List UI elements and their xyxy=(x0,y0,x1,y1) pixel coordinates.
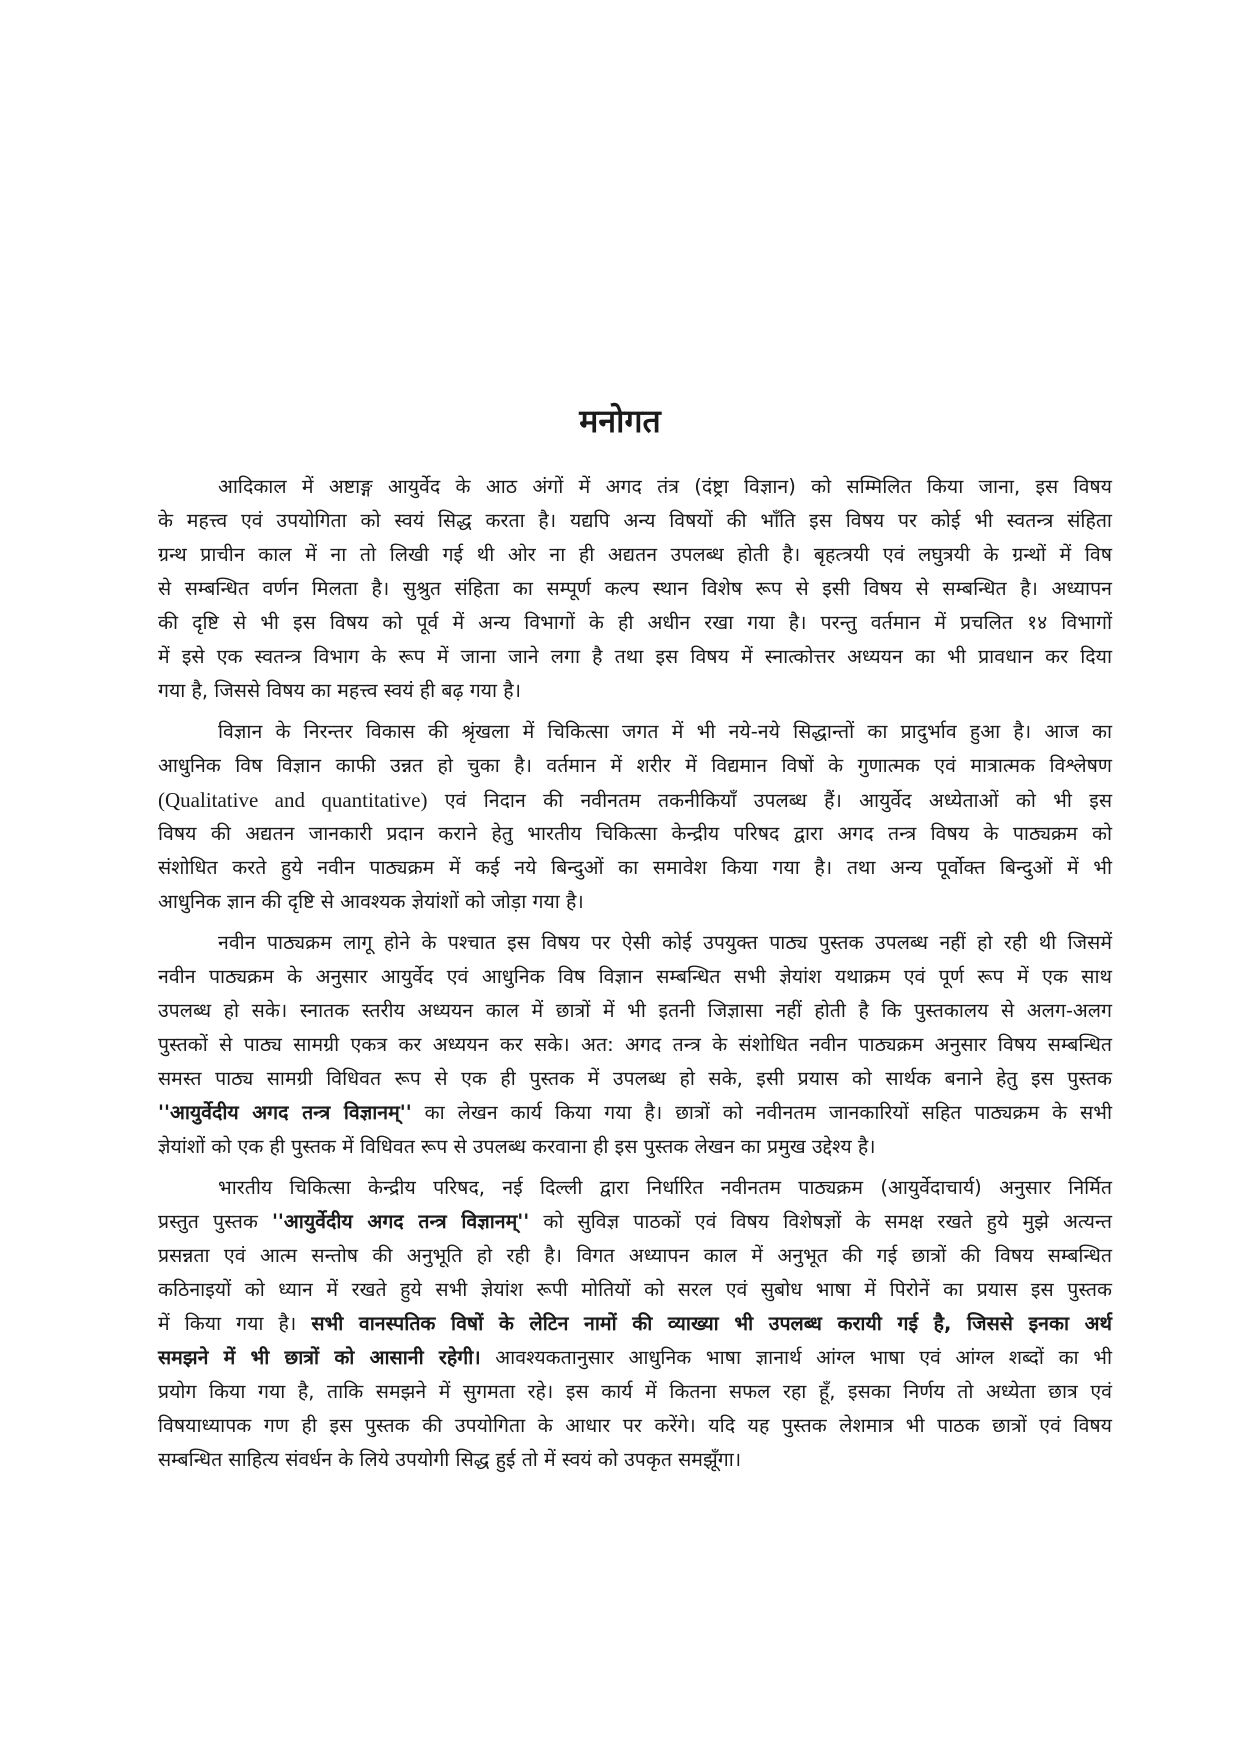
text-segment: विज्ञान के निरन्तर विकास की श्रृंखला में चिकित्सा जगत में भी नये-नये सिद्धान्तों का प्रादुर्भाव हुआ है। आज का xyxy=(218,720,1112,743)
text-segment: एवं निदान की नवीनतम तकनीकियाँ उपलब्ध हैं। आयुर्वेद अध्येताओं को भी इस xyxy=(427,789,1112,812)
text-segment: कठिनाइयों को ध्यान में रखते हुये सभी ज्ञेयांश रूपी मोतियों को सरल एवं सुबोध भाषा में पिरोनें का प्रयास इस पुस्तक xyxy=(158,1278,1112,1301)
text-line xyxy=(158,851,1112,885)
text-segment: से सम्बन्धित वर्णन मिलता है। सुश्रुत संहिता का सम्पूर्ण कल्प स्थान विशेष रूप से इसी विषय से सम्बन्धित है। अध्यापन xyxy=(158,577,1112,600)
text-line xyxy=(158,1239,1112,1273)
text-segment: समस्त पाठ्य सामग्री विधिवत रूप से एक ही पुस्तक में उपलब्ध हो सके, इसी प्रयास को सार्थक बनाने हेतु इस पुस्तक xyxy=(158,1067,1112,1090)
text-segment: विषयाध्यापक गण ही इस पुस्तक की उपयोगिता के आधार पर करेंगे। यदि यह पुस्तक लेशमात्र भी पाठक छात्रों एवं विषय xyxy=(158,1414,1112,1437)
paragraph xyxy=(158,470,1112,708)
text-line xyxy=(158,994,1112,1028)
text-line xyxy=(158,1171,1112,1205)
text-segment: ग्रन्थ प्राचीन काल में ना तो लिखी गई थी ओर ना ही अद्यतन उपलब्ध होती है। बृहत्त्रयी एवं लघुत्रयी के ग्रन्थों में विष xyxy=(158,543,1112,566)
text-segment: में किया गया है। xyxy=(158,1312,312,1335)
text-line xyxy=(158,715,1112,749)
text-line xyxy=(158,674,1112,708)
text-segment: आधुनिक ज्ञान की दृष्टि से आवश्यक ज्ञेयांशों को जोड़ा गया है। xyxy=(158,890,584,913)
text-line xyxy=(158,538,1112,572)
text-segment: आदिकाल में अष्टाङ्ग आयुर्वेद के आठ अंगों में अगद तंत्र (दंष्ट्रा विज्ञान) को सम्मिलित किया जाना, इस विषय xyxy=(218,475,1112,498)
text-segment: की दृष्टि से भी इस विषय को पूर्व में अन्य विभागों के ही अधीन रखा गया है। परन्तु वर्तमान में प्रचलित १४ विभागों xyxy=(158,611,1112,634)
text-segment: नवीन पाठ्यक्रम के अनुसार आयुर्वेद एवं आधुनिक विष विज्ञान सम्बन्धित सभी ज्ञेयांश यथाक्रम एवं पूर्ण रूप में एक साथ xyxy=(158,965,1112,988)
text-line xyxy=(158,1130,1112,1164)
text-line xyxy=(158,606,1112,640)
text-segment: विषय की अद्यतन जानकारी प्रदान कराने हेतु भारतीय चिकित्सा केन्द्रीय परिषद द्वारा अगद तन्त्र विषय के पाठ्यक्रम को xyxy=(158,822,1112,845)
text-segment: का लेखन कार्य किया गया है। छात्रों को नवीनतम जानकारियों सहित पाठ्यक्रम के सभी xyxy=(411,1101,1112,1124)
text-segment: आवश्यकतानुसार आधुनिक भाषा ज्ञानार्थ आंग्ल भाषा एवं आंग्ल शब्दों का भी xyxy=(480,1346,1113,1369)
text-line xyxy=(158,1062,1112,1096)
text-segment: सम्बन्धित साहित्य संवर्धन के लिये उपयोगी सिद्ध हुई तो में स्वयं को उपकृत समझूँगा। xyxy=(158,1448,742,1471)
text-line xyxy=(158,1028,1112,1062)
text-line xyxy=(158,1307,1112,1341)
text-segment: संशोधित करते हुये नवीन पाठ्यक्रम में कई नये बिन्दुओं का समावेश किया गया है। तथा अन्य पूर्वोक्त बिन्दुओं में भी xyxy=(158,856,1112,879)
bold-text: सभी वानस्पतिक विषों के लेटिन नामों की व्याख्या भी उपलब्ध करायी गई है, जिससे इनका अर्थ xyxy=(311,1312,1112,1335)
text-line xyxy=(158,572,1112,606)
text-segment: गया है, जिससे विषय का महत्त्व स्वयं ही बढ़ गया है। xyxy=(158,679,521,702)
text-segment: (Qualitative and quantitative) xyxy=(158,788,428,812)
text-segment: प्रयोग किया गया है, ताकि समझने में सुगमता रहे। इस कार्य में कितना सफल रहा हूँ, इसका निर्णय तो अध्येता छात्र एवं xyxy=(158,1380,1112,1403)
text-line xyxy=(158,817,1112,851)
text-line xyxy=(158,1273,1112,1307)
text-line xyxy=(158,1096,1112,1130)
text-segment: भारतीय चिकित्सा केन्द्रीय परिषद, नई दिल्ली द्वारा निर्धारित नवीनतम पाठ्यक्रम (आयुर्वेदाचार्य) अनुसार निर्मित xyxy=(218,1176,1112,1199)
text-line xyxy=(158,783,1112,817)
text-segment: के महत्त्व एवं उपयोगिता को स्वयं सिद्ध करता है। यद्यपि अन्य विषयों की भाँति इस विषय पर कोई भी स्वतन्त्र संहिता xyxy=(158,509,1112,532)
bold-text: समझने में भी छात्रों को आसानी रहेगी। xyxy=(158,1346,481,1369)
text-segment: नवीन पाठ्यक्रम लागू होने के पश्चात इस विषय पर ऐसी कोई उपयुक्त पाठ्य पुस्तक उपलब्ध नहीं हो रही थी जिसमें xyxy=(218,931,1112,954)
text-line xyxy=(158,885,1112,919)
document-body xyxy=(158,470,1112,1484)
text-line xyxy=(158,1205,1112,1239)
text-line xyxy=(158,1341,1112,1375)
text-line xyxy=(158,1443,1112,1477)
text-line xyxy=(158,749,1112,783)
bold-text: ''आयुर्वेदीय अगद तन्त्र विज्ञानम्'' xyxy=(158,1101,412,1124)
text-segment: आधुनिक विष विज्ञान काफी उन्नत हो चुका है। वर्तमान में शरीर में विद्यमान विषों के गुणात्मक एवं मात्रात्मक विश्लेषण xyxy=(158,754,1112,777)
paragraph xyxy=(158,1171,1112,1477)
text-segment: ज्ञेयांशों को एक ही पुस्तक में विधिवत रूप से उपलब्ध करवाना ही इस पुस्तक लेखन का प्रमुख उद्देश्य है। xyxy=(158,1135,876,1158)
page-title: मनोगत xyxy=(579,402,661,441)
paragraph xyxy=(158,715,1112,919)
text-line xyxy=(158,640,1112,674)
paragraph xyxy=(158,926,1112,1164)
text-line xyxy=(158,926,1112,960)
text-segment: उपलब्ध हो सके। स्नातक स्तरीय अध्ययन काल में छात्रों में भी इतनी जिज्ञासा नहीं होती है कि पुस्तकालय से अलग-अलग xyxy=(158,999,1112,1022)
text-line xyxy=(158,470,1112,504)
text-segment: पुस्तकों से पाठ्य सामग्री एकत्र कर अध्ययन कर सके। अत: अगद तन्त्र के संशोधित नवीन पाठ्यक्रम अनुसार विषय सम्बन्धित xyxy=(158,1033,1112,1056)
bold-text: ''आयुर्वेदीय अगद तन्त्र विज्ञानम्'' xyxy=(271,1210,530,1233)
text-segment: प्रसन्नता एवं आत्म सन्तोष की अनुभूति हो रही है। विगत अध्यापन काल में अनुभूत की गई छात्रों की विषय सम्बन्धित xyxy=(158,1244,1112,1267)
text-segment: में इसे एक स्वतन्त्र विभाग के रूप में जाना जाने लगा है तथा इस विषय में स्नात्कोत्तर अध्ययन का भी प्रावधान कर दिया xyxy=(158,645,1112,668)
text-segment: को सुविज्ञ पाठकों एवं विषय विशेषज्ञों के समक्ष रखते हुये मुझे अत्यन्त xyxy=(529,1210,1112,1233)
text-line xyxy=(158,504,1112,538)
text-line xyxy=(158,1409,1112,1443)
text-line xyxy=(158,1375,1112,1409)
text-segment: प्रस्तुत पुस्तक xyxy=(158,1210,272,1233)
text-line xyxy=(158,960,1112,994)
